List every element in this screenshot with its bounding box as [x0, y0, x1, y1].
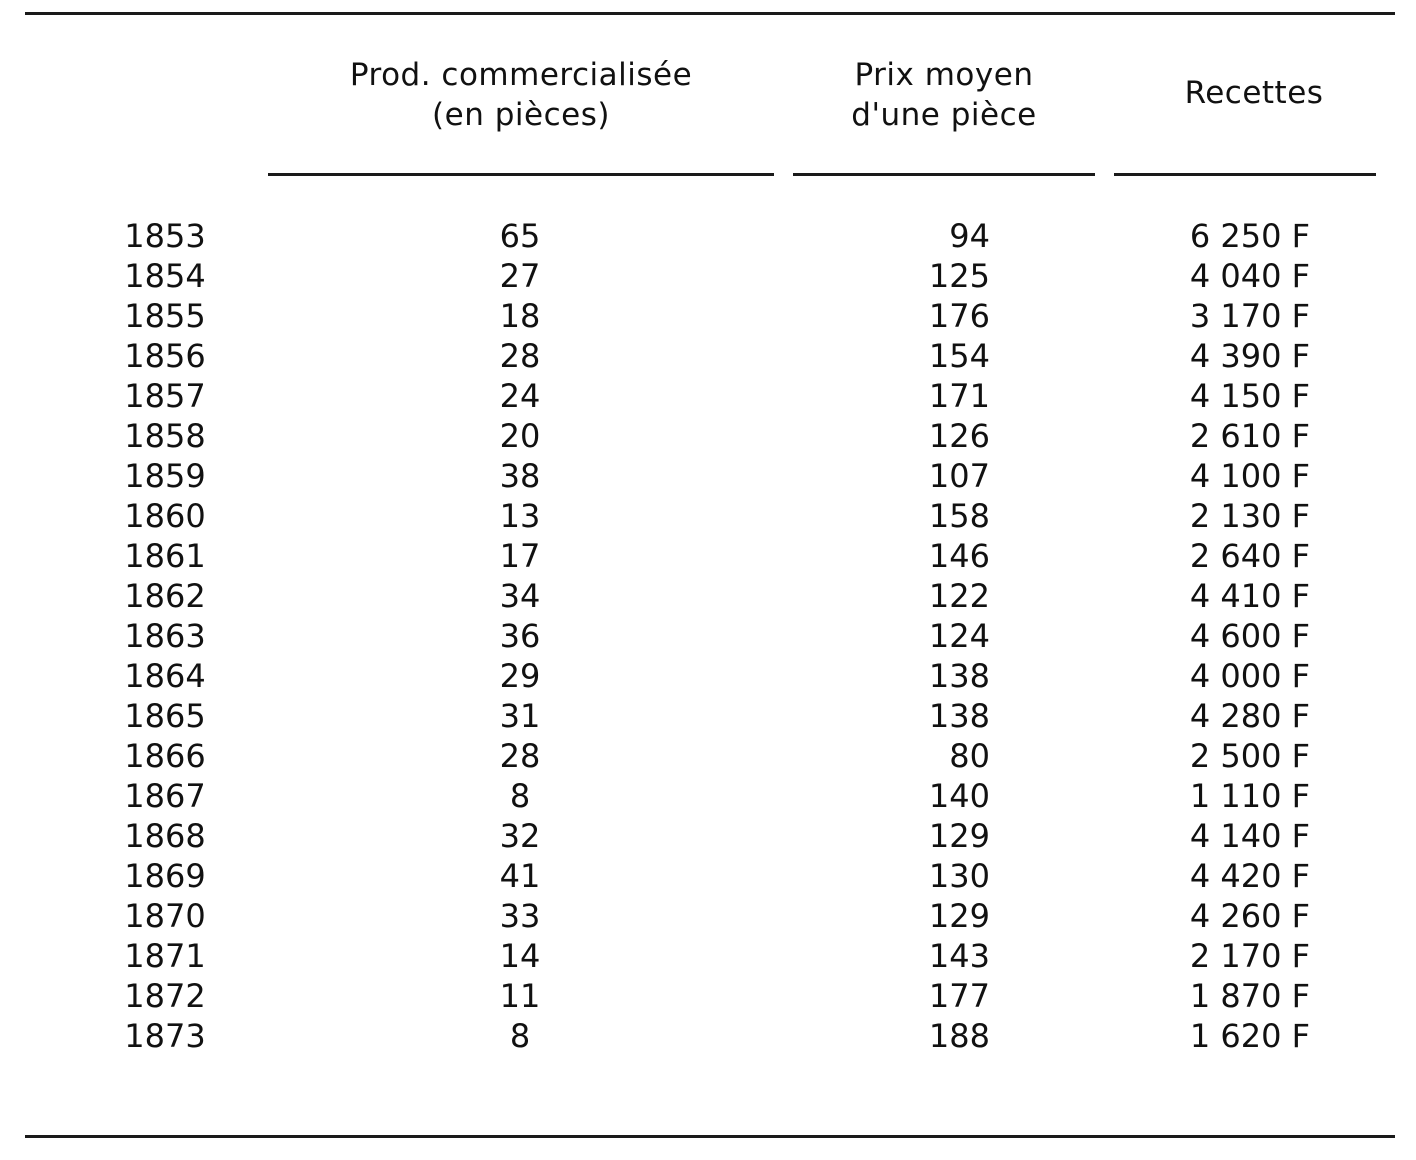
receipts-cell: 2 640 F: [1189, 537, 1310, 575]
production-cell: 14: [499, 937, 541, 975]
production-cell: 13: [499, 497, 541, 535]
table-row: [0, 256, 1416, 296]
year-cell: 1863: [124, 617, 206, 655]
receipts-cell: 1 110 F: [1189, 777, 1310, 815]
year-cell: 1853: [124, 217, 206, 255]
receipts-cell: 2 610 F: [1189, 417, 1310, 455]
top-rule: [25, 12, 1395, 15]
table-row: [0, 376, 1416, 416]
receipts-cell: 4 000 F: [1189, 657, 1310, 695]
header-production-line1: Prod. commercialisée: [349, 57, 693, 93]
price-cell: 124: [928, 617, 990, 655]
year-cell: 1867: [124, 777, 206, 815]
price-cell: 125: [928, 257, 990, 295]
table-row: [0, 456, 1416, 496]
table-row: [0, 976, 1416, 1016]
price-cell: 138: [928, 657, 990, 695]
header-production-line2: (en pièces): [432, 97, 610, 133]
year-cell: 1865: [124, 697, 206, 735]
production-cell: 36: [499, 617, 541, 655]
year-cell: 1859: [124, 457, 206, 495]
production-cell: 31: [499, 697, 541, 735]
receipts-cell: 6 250 F: [1189, 217, 1310, 255]
table-row: [0, 856, 1416, 896]
production-cell: 38: [499, 457, 541, 495]
production-cell: 41: [499, 857, 541, 895]
year-cell: 1854: [124, 257, 206, 295]
table-row: [0, 336, 1416, 376]
receipts-cell: 1 870 F: [1189, 977, 1310, 1015]
price-cell: 177: [928, 977, 990, 1015]
production-cell: 8: [509, 777, 531, 815]
receipts-cell: 4 410 F: [1189, 577, 1310, 615]
receipts-cell: 1 620 F: [1189, 1017, 1310, 1055]
table-row: [0, 896, 1416, 936]
year-cell: 1861: [124, 537, 206, 575]
production-cell: 34: [499, 577, 541, 615]
table-row: [0, 216, 1416, 256]
year-cell: 1855: [124, 297, 206, 335]
price-cell: 122: [928, 577, 990, 615]
price-cell: 129: [928, 897, 990, 935]
receipts-cell: 4 600 F: [1189, 617, 1310, 655]
price-cell: 129: [928, 817, 990, 855]
receipts-cell: 4 040 F: [1189, 257, 1310, 295]
production-cell: 8: [509, 1017, 531, 1055]
year-cell: 1862: [124, 577, 206, 615]
table-row: [0, 576, 1416, 616]
year-cell: 1860: [124, 497, 206, 535]
production-cell: 17: [499, 537, 541, 575]
production-header-rule: [268, 173, 774, 176]
receipts-cell: 4 100 F: [1189, 457, 1310, 495]
year-cell: 1858: [124, 417, 206, 455]
production-cell: 27: [499, 257, 541, 295]
receipts-cell: 4 420 F: [1189, 857, 1310, 895]
receipts-cell: 2 500 F: [1189, 737, 1310, 775]
production-cell: 29: [499, 657, 541, 695]
price-cell: 130: [928, 857, 990, 895]
header-price-line2: d'une pièce: [851, 97, 1037, 133]
table-row: [0, 696, 1416, 736]
year-cell: 1866: [124, 737, 206, 775]
table-row: [0, 656, 1416, 696]
price-cell: 138: [928, 697, 990, 735]
price-cell: 107: [928, 457, 990, 495]
table-body: [0, 216, 1416, 1056]
production-cell: 28: [499, 337, 541, 375]
receipts-cell: 4 150 F: [1189, 377, 1310, 415]
price-cell: 158: [928, 497, 990, 535]
year-cell: 1872: [124, 977, 206, 1015]
production-cell: 18: [499, 297, 541, 335]
table-row: [0, 936, 1416, 976]
year-cell: 1868: [124, 817, 206, 855]
receipts-header-rule: [1114, 173, 1376, 176]
price-header-rule: [793, 173, 1095, 176]
table-row: [0, 736, 1416, 776]
receipts-cell: 4 260 F: [1189, 897, 1310, 935]
production-cell: 65: [499, 217, 541, 255]
table-row: [0, 616, 1416, 656]
production-cell: 28: [499, 737, 541, 775]
production-cell: 32: [499, 817, 541, 855]
year-cell: 1869: [124, 857, 206, 895]
table-row: [0, 1016, 1416, 1056]
price-cell: 143: [928, 937, 990, 975]
receipts-cell: 4 140 F: [1189, 817, 1310, 855]
price-cell: 80: [949, 737, 990, 775]
price-cell: 176: [928, 297, 990, 335]
bottom-rule: [25, 1135, 1395, 1138]
production-cell: 20: [499, 417, 541, 455]
year-cell: 1856: [124, 337, 206, 375]
price-cell: 94: [949, 217, 990, 255]
header-price-line1: Prix moyen: [854, 57, 1034, 93]
receipts-cell: 2 170 F: [1189, 937, 1310, 975]
receipts-cell: 4 390 F: [1189, 337, 1310, 375]
table-row: [0, 296, 1416, 336]
year-cell: 1873: [124, 1017, 206, 1055]
table-row: [0, 416, 1416, 456]
table-row: [0, 496, 1416, 536]
header-price: [793, 55, 1095, 135]
production-cell: 33: [499, 897, 541, 935]
table-row: [0, 776, 1416, 816]
receipts-cell: 3 170 F: [1189, 297, 1310, 335]
table-row: [0, 816, 1416, 856]
header-production: [268, 55, 774, 135]
price-cell: 188: [928, 1017, 990, 1055]
header-receipts-label: Recettes: [1184, 75, 1324, 111]
price-cell: 154: [928, 337, 990, 375]
price-cell: 126: [928, 417, 990, 455]
year-cell: 1871: [124, 937, 206, 975]
year-cell: 1864: [124, 657, 206, 695]
price-cell: 140: [928, 777, 990, 815]
production-cell: 24: [499, 377, 541, 415]
price-cell: 171: [928, 377, 990, 415]
production-cell: 11: [499, 977, 541, 1015]
header-receipts: [1114, 73, 1394, 113]
price-cell: 146: [928, 537, 990, 575]
receipts-cell: 4 280 F: [1189, 697, 1310, 735]
receipts-cell: 2 130 F: [1189, 497, 1310, 535]
year-cell: 1870: [124, 897, 206, 935]
table-row: [0, 536, 1416, 576]
year-cell: 1857: [124, 377, 206, 415]
